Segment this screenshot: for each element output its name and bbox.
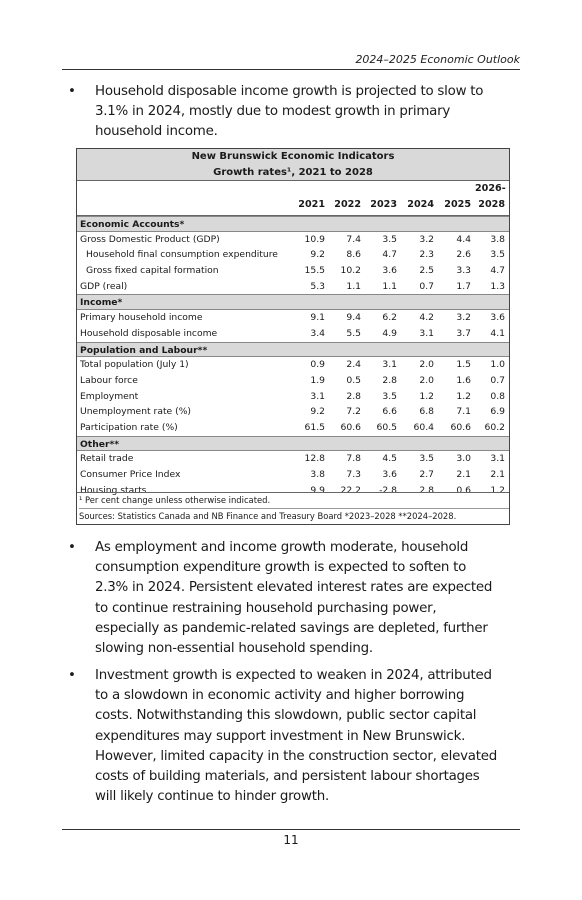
bullet-line: especially as pandemic-related savings are depleted, further — [95, 620, 488, 636]
table-cell: 3.6 — [382, 265, 397, 277]
row-label: Household final consumption expenditure — [86, 249, 278, 261]
table-cell: 2.8 — [382, 374, 397, 386]
table-cell: 1.1 — [382, 280, 397, 292]
bullet-line: consumption expenditure growth is expected to soften to — [95, 560, 467, 576]
col-header-2021: 2021 — [298, 199, 325, 210]
table-section-header — [77, 216, 509, 232]
table-cell: 0.8 — [490, 390, 505, 402]
table-cell: 5.3 — [310, 280, 325, 292]
table-cell: 4.1 — [490, 327, 505, 339]
bullet-line: expenditures may support investment in New Brunswick. — [95, 728, 466, 744]
row-label: Retail trade — [80, 453, 134, 465]
table-cell: 2.3 — [419, 249, 434, 261]
table-cell: 7.4 — [346, 233, 361, 245]
table-row — [77, 467, 509, 483]
table-cell: 3.6 — [382, 469, 397, 480]
section-label: Income* — [80, 297, 123, 309]
row-label: Gross fixed capital formation — [86, 265, 219, 277]
bullet-line: to continue restraining household purchasing power, — [95, 600, 437, 616]
bullet-line: to a slowdown in economic activity and higher borrowing — [95, 688, 465, 704]
table-cell: 5.5 — [346, 327, 361, 339]
table-title: New Brunswick Economic Indicators — [191, 151, 395, 162]
row-label: Gross Domestic Product (GDP) — [80, 233, 220, 245]
table-cell: 4.9 — [382, 327, 397, 339]
table-row — [77, 247, 509, 263]
table-cell: 2.8 — [419, 484, 434, 496]
table-cell: 3.1 — [490, 453, 505, 465]
table-cell: 1.6 — [456, 374, 471, 386]
table-cell: 6.8 — [419, 406, 434, 418]
table-footnote: ¹ Per cent change unless otherwise indicated. — [79, 495, 271, 505]
row-label: Labour force — [80, 374, 138, 386]
bullet-line: 2.3% in 2024. Persistent elevated interest rates are expected — [95, 580, 493, 596]
table-cell: 3.1 — [382, 359, 397, 371]
bullet-marker: • — [68, 84, 76, 99]
table-row — [77, 420, 509, 436]
bullet-paragraph-1 — [68, 82, 520, 143]
table-cell: 4.7 — [382, 249, 397, 261]
table-cell: 7.3 — [346, 469, 361, 480]
table-cell: 1.7 — [456, 280, 471, 292]
table-cell: 2.7 — [419, 469, 434, 480]
table-cell: 1.2 — [490, 484, 505, 496]
running-header: 2024–2025 Economic Outlook — [355, 53, 520, 66]
table-cell: 9.9 — [310, 484, 325, 496]
table-cell: 3.5 — [490, 249, 505, 261]
footer-rule — [62, 829, 520, 830]
row-label: Household disposable income — [80, 327, 218, 339]
table-cell: 12.8 — [304, 453, 325, 465]
table-cell: 60.6 — [450, 421, 471, 433]
table-cell: 3.0 — [456, 453, 471, 465]
table-cell: 2.1 — [490, 469, 505, 480]
table-notes — [77, 492, 509, 524]
table-body — [77, 216, 509, 498]
bullet-line: However, limited capacity in the construction sector, elevated — [95, 748, 497, 764]
table-section-header — [77, 436, 509, 452]
table-cell: 8.6 — [346, 249, 361, 261]
bullet-line: As employment and income growth moderate, household — [95, 540, 469, 555]
table-cell: 3.8 — [310, 469, 325, 480]
table-cell: 60.5 — [376, 421, 397, 433]
table-cell: 3.1 — [419, 327, 434, 339]
table-cell: 3.7 — [456, 327, 471, 339]
bullet-paragraph-2 — [68, 538, 520, 659]
table-cell: 0.9 — [310, 359, 325, 371]
column-headers — [77, 181, 509, 216]
bullet-line: will likely continue to hinder growth. — [95, 789, 329, 805]
table-cell: 7.8 — [346, 453, 361, 465]
table-cell: 10.2 — [340, 265, 361, 277]
table-cell: 9.1 — [310, 312, 325, 324]
table-cell: 2.4 — [346, 359, 361, 371]
table-cell: 61.5 — [304, 421, 325, 433]
table-cell: 60.2 — [484, 421, 505, 433]
row-label: Consumer Price Index — [80, 469, 181, 480]
bullet-line: Household disposable income growth is projected to slow to — [95, 84, 484, 99]
table-cell: 0.7 — [490, 374, 505, 386]
table-cell: 3.5 — [382, 233, 397, 245]
table-cell: 2.1 — [456, 469, 471, 480]
table-cell: 1.2 — [419, 390, 434, 402]
bullet-line: household income. — [95, 124, 218, 140]
table-sources: Sources: Statistics Canada and NB Finance and Treasury Board *2023–2028 **2024–2028. — [79, 508, 509, 524]
table-cell: 1.5 — [456, 359, 471, 371]
table-cell: 6.2 — [382, 312, 397, 324]
table-cell: 6.9 — [490, 406, 505, 418]
table-cell: 3.2 — [456, 312, 471, 324]
table-cell: 3.6 — [490, 312, 505, 324]
table-row — [77, 326, 509, 342]
bullet-line: Investment growth is expected to weaken in 2024, attributed — [95, 668, 492, 683]
table-cell: 2.0 — [419, 374, 434, 386]
table-cell: 9.2 — [310, 249, 325, 261]
row-label: Unemployment rate (%) — [80, 406, 192, 418]
col-header-2026-bottom: 2028 — [478, 199, 505, 210]
table-cell: 15.5 — [304, 265, 325, 277]
table-cell: 22.2 — [340, 484, 361, 496]
table-cell: 1.9 — [310, 374, 325, 386]
col-header-2025: 2025 — [444, 199, 471, 210]
table-cell: 60.4 — [413, 421, 434, 433]
row-label: Participation rate (%) — [80, 421, 178, 433]
table-row — [77, 357, 509, 373]
table-cell: 2.6 — [456, 249, 471, 261]
table-cell: 1.1 — [346, 280, 361, 292]
table-row — [77, 373, 509, 389]
table-cell: 4.5 — [382, 453, 397, 465]
table-cell: 2.5 — [419, 265, 434, 277]
table-cell: 7.1 — [456, 406, 471, 418]
table-cell: 4.7 — [490, 265, 505, 277]
table-cell: 3.2 — [419, 233, 434, 245]
row-label: GDP (real) — [80, 280, 128, 292]
table-cell: 4.2 — [419, 312, 434, 324]
bullet-line: costs. Notwithstanding this slowdown, public sector capital — [95, 708, 477, 724]
table-cell: 3.1 — [310, 390, 325, 402]
table-cell: 9.4 — [346, 312, 361, 324]
table-cell: 0.7 — [419, 280, 434, 292]
table-cell: 9.2 — [310, 406, 325, 418]
bullet-marker: • — [68, 540, 76, 555]
table-cell: 2.8 — [346, 390, 361, 402]
header-rule — [62, 69, 520, 70]
row-label: Housing starts — [80, 484, 147, 496]
bullet-marker: • — [68, 668, 76, 683]
table-row — [77, 232, 509, 248]
table-cell: 3.5 — [419, 453, 434, 465]
table-row — [77, 451, 509, 467]
col-header-2026-top: 2026- — [475, 183, 506, 194]
page-number: 11 — [283, 833, 299, 847]
table-row — [77, 404, 509, 420]
table-row — [77, 310, 509, 326]
table-cell: 7.2 — [346, 406, 361, 418]
table-section-header — [77, 342, 509, 358]
table-cell: 0.5 — [346, 374, 361, 386]
bullet-line: 3.1% in 2024, mostly due to modest growth in primary — [95, 104, 451, 120]
table-row — [77, 279, 509, 295]
row-label: Total population (July 1) — [80, 359, 189, 371]
col-header-2022: 2022 — [334, 199, 361, 210]
section-label: Economic Accounts* — [80, 219, 185, 230]
table-cell: 60.6 — [340, 421, 361, 433]
table-cell: 3.3 — [456, 265, 471, 277]
table-cell: -2.8 — [379, 484, 397, 496]
row-label: Primary household income — [80, 312, 203, 324]
section-label: Other** — [80, 438, 120, 450]
bullet-line: costs of building materials, and persistent labour shortages — [95, 769, 480, 785]
table-cell: 6.6 — [382, 406, 397, 418]
col-header-2023: 2023 — [370, 199, 397, 210]
table-cell: 1.2 — [456, 390, 471, 402]
economic-indicators-table — [76, 148, 510, 525]
bullet-paragraph-3 — [68, 666, 520, 807]
table-cell: 1.0 — [490, 359, 505, 371]
section-label: Population and Labour** — [80, 344, 208, 356]
table-header — [77, 149, 509, 181]
table-cell: 2.0 — [419, 359, 434, 371]
table-cell: 3.8 — [490, 233, 505, 245]
table-cell: 0.6 — [456, 484, 471, 496]
bullet-line: slowing non-essential household spending. — [95, 641, 373, 657]
table-cell: 3.4 — [310, 327, 325, 339]
row-label: Employment — [80, 390, 139, 402]
table-subtitle: Growth rates¹, 2021 to 2028 — [213, 167, 373, 178]
table-cell: 3.5 — [382, 390, 397, 402]
col-header-2024: 2024 — [407, 199, 434, 210]
table-row — [77, 389, 509, 405]
table-row — [77, 263, 509, 279]
table-cell: 1.3 — [490, 280, 505, 292]
table-section-header — [77, 294, 509, 310]
table-cell: 10.9 — [304, 233, 325, 245]
table-cell: 4.4 — [456, 233, 471, 245]
